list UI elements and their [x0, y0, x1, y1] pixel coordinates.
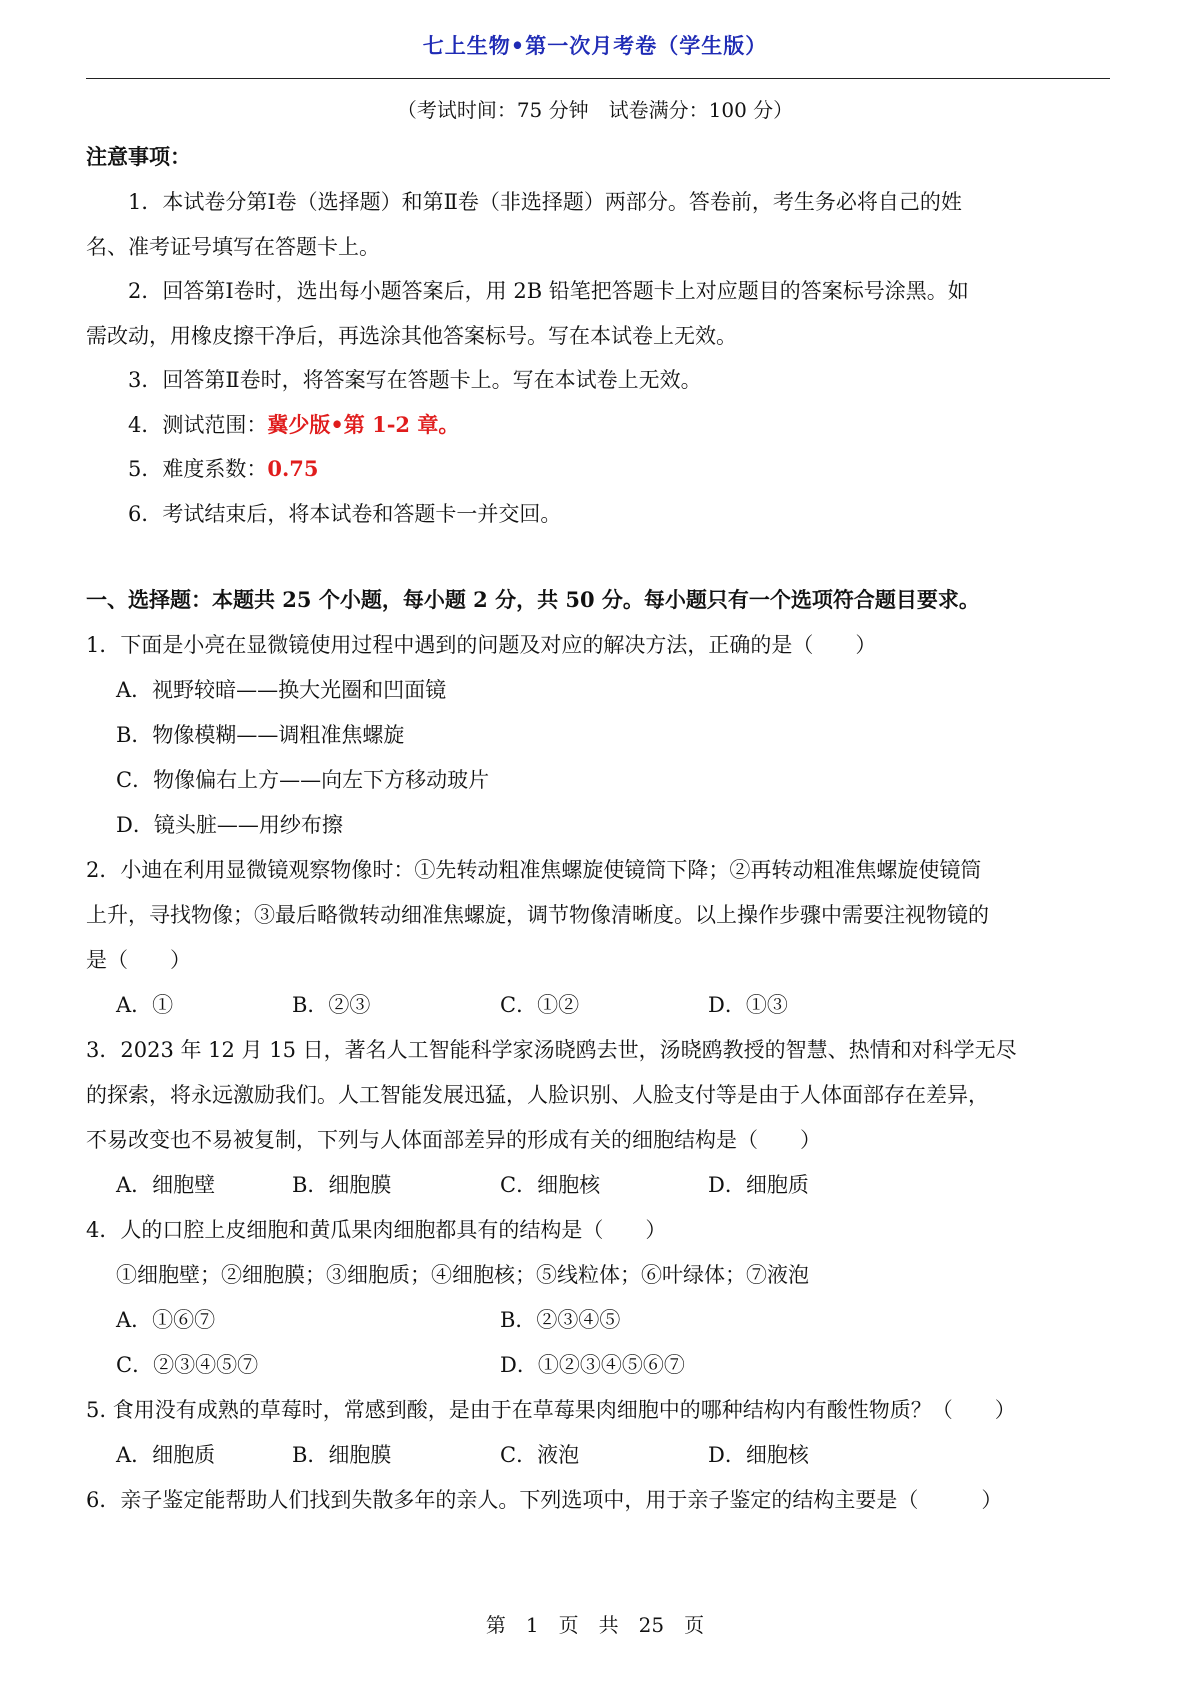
notice-item-4: [86, 410, 1152, 440]
question-6-stem: 6．亲子鉴定能帮助人们找到失散多年的亲人。下列选项中，用于亲子鉴定的结构主要是（ ）: [86, 1488, 1003, 1512]
question-2-stem-line2: 上升，寻找物像；③最后略微转动细准焦螺旋，调节物像清晰度。以上操作步骤中需要注视物镜的: [86, 903, 989, 927]
question-4-option-a: A．①⑥⑦: [116, 1308, 216, 1332]
section-heading: 一、选择题：本题共 25 个小题，每小题 2 分，共 50 分。每小题只有一个选项符合题目要求。: [86, 587, 980, 612]
question-2-stem-line3: 是（ ）: [86, 948, 191, 972]
question-3-option-b: B．细胞膜: [292, 1173, 392, 1197]
page-title: 七上生物•第一次月考卷（学生版）: [422, 33, 768, 58]
difficulty-label: 5．难度系数：: [128, 457, 268, 481]
question-2-option-b: B．②③: [292, 993, 371, 1017]
question-4-structure-list: ①细胞壁；②细胞膜；③细胞质；④细胞核；⑤线粒体；⑥叶绿体；⑦液泡: [116, 1263, 809, 1287]
question-2-option-a: A．①: [116, 993, 174, 1017]
question-1-option-d: D．镜头脏——用纱布擦: [116, 813, 343, 837]
question-4-stem: 4．人的口腔上皮细胞和黄瓜果肉细胞都具有的结构是（ ）: [86, 1218, 667, 1242]
question-3-option-d: D．细胞质: [708, 1173, 809, 1197]
question-2-stem-line1: 2．小迪在利用显微镜观察物像时：①先转动粗准焦螺旋使镜筒下降；②再转动粗准焦螺旋使镜筒: [86, 858, 982, 882]
notice-item-6: 6．考试结束后，将本试卷和答题卡一并交回。: [128, 502, 562, 526]
question-5-stem: 5. 食用没有成熟的草莓时，常感到酸，是由于在草莓果肉细胞中的哪种结构内有酸性物质？（ ）: [86, 1398, 1016, 1422]
question-4-option-c: C．②③④⑤⑦: [116, 1353, 259, 1377]
question-3-stem-line1: 3．2023 年 12 月 15 日，著名人工智能科学家汤晓鸥去世，汤晓鸥教授的智慧、热情和对科学无尽: [86, 1038, 1017, 1062]
notice-heading: 注意事项：: [86, 144, 191, 169]
notice-item-2-line2: 需改动，用橡皮擦干净后，再选涂其他答案标号。写在本试卷上无效。: [86, 324, 737, 348]
question-3-stem-line3: 不易改变也不易被复制，下列与人体面部差异的形成有关的细胞结构是（ ）: [86, 1128, 821, 1152]
question-3-option-c: C．细胞核: [500, 1173, 601, 1197]
question-2-option-c: C．①②: [500, 993, 580, 1017]
test-scope-value: 冀少版•第 1-2 章。: [267, 412, 460, 437]
notice-item-1-line1: 1．本试卷分第Ⅰ卷（选择题）和第Ⅱ卷（非选择题）两部分。答卷前，考生务必将自己的姓: [128, 190, 962, 214]
page-number: 第 1 页 共 25 页: [485, 1613, 705, 1637]
question-3-stem-line2: 的探索，将永远激励我们。人工智能发展迅猛，人脸识别、人脸支付等是由于人体面部存在差异，: [86, 1083, 989, 1107]
test-scope-label: 4．测试范围：: [128, 413, 268, 437]
notice-item-2-line1: 2．回答第Ⅰ卷时，选出每小题答案后，用 2B 铅笔把答题卡上对应题目的答案标号涂黑。如: [128, 279, 969, 303]
question-1-option-a: A．视野较暗——换大光圈和凹面镜: [116, 678, 447, 702]
question-1-option-c: C．物像偏右上方——向左下方移动玻片: [116, 768, 490, 792]
notice-item-3: 3．回答第Ⅱ卷时，将答案写在答题卡上。写在本试卷上无效。: [128, 368, 702, 392]
question-5-option-b: B．细胞膜: [292, 1443, 392, 1467]
question-4-option-d: D．①②③④⑤⑥⑦: [500, 1353, 685, 1377]
difficulty-value: 0.75: [267, 456, 319, 481]
question-3-option-a: A．细胞壁: [116, 1173, 216, 1197]
exam-info: （考试时间：75 分钟 试卷满分：100 分）: [396, 98, 794, 122]
question-5-option-a: A．细胞质: [116, 1443, 216, 1467]
question-5-option-c: C．液泡: [500, 1443, 580, 1467]
notice-item-5: [86, 454, 1152, 484]
question-1-stem: 1．下面是小亮在显微镜使用过程中遇到的问题及对应的解决方法，正确的是（ ）: [86, 633, 877, 657]
question-5-option-d: D．细胞核: [708, 1443, 809, 1467]
question-1-option-b: B．物像模糊——调粗准焦螺旋: [116, 723, 405, 747]
notice-item-1-line2: 名、准考证号填写在答题卡上。: [86, 235, 380, 259]
question-4-option-b: B．②③④⑤: [500, 1308, 621, 1332]
question-2-option-d: D．①③: [708, 993, 788, 1017]
header-divider: [86, 78, 1110, 79]
